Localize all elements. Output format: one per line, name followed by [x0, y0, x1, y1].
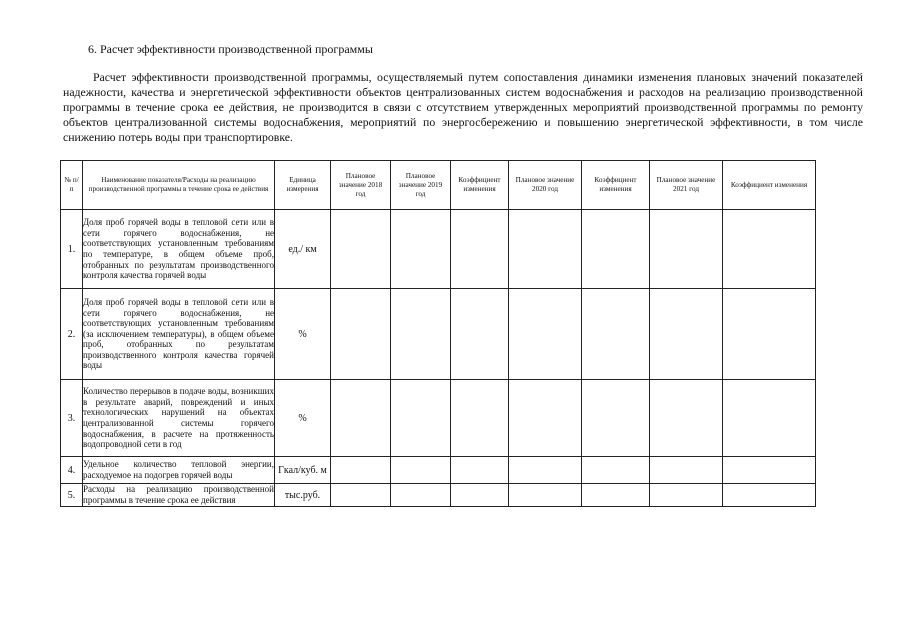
row-num: 2. — [61, 289, 83, 380]
header-coef-1: Коэффициент изменения — [451, 161, 509, 210]
row-num: 4. — [61, 457, 83, 484]
cell-coef-1 — [451, 289, 509, 380]
cell-plan-2021 — [650, 380, 723, 457]
cell-coef-1 — [451, 484, 509, 507]
table-row — [61, 457, 816, 484]
cell-plan-2020 — [509, 210, 582, 289]
cell-plan-2019 — [391, 457, 451, 484]
row-num: 1. — [61, 210, 83, 289]
cell-plan-2021 — [650, 484, 723, 507]
section-heading: 6. Расчет эффективности производственной программы — [88, 42, 373, 56]
row-name: Доля проб горячей воды в тепловой сети или в сети горячего водоснабжения, не соответствующих установленным требованиям (за исключением температуры), в общем объеме проб, отобранных по результатам производственного контроля качества горячей воды — [83, 289, 275, 380]
header-plan-2020: Плановое значение 2020 год — [509, 161, 582, 210]
cell-coef-3 — [723, 484, 816, 507]
header-plan-2019: Плановое значение 2019 год — [391, 161, 451, 210]
row-unit: % — [275, 289, 331, 380]
cell-plan-2021 — [650, 457, 723, 484]
table-header-row — [61, 161, 816, 210]
cell-plan-2019 — [391, 210, 451, 289]
cell-coef-2 — [582, 289, 650, 380]
cell-plan-2018 — [331, 457, 391, 484]
row-unit: % — [275, 380, 331, 457]
header-plan-2018: Плановое значение 2018 год — [331, 161, 391, 210]
header-coef-2: Коэффициент изменения — [582, 161, 650, 210]
cell-coef-3 — [723, 457, 816, 484]
cell-plan-2020 — [509, 289, 582, 380]
cell-plan-2019 — [391, 380, 451, 457]
cell-plan-2018 — [331, 210, 391, 289]
cell-plan-2020 — [509, 457, 582, 484]
efficiency-table — [60, 160, 816, 507]
row-name: Расходы на реализацию производственной программы в течение срока ее действия — [83, 484, 274, 505]
cell-plan-2019 — [391, 289, 451, 380]
cell-coef-2 — [582, 210, 650, 289]
cell-plan-2018 — [331, 484, 391, 507]
header-unit: Единица измерения — [275, 161, 331, 210]
header-coef-3: Коэффициент изменения — [723, 161, 816, 210]
cell-plan-2018 — [331, 289, 391, 380]
table-row — [61, 210, 816, 289]
header-num: № п/п — [61, 161, 83, 210]
cell-coef-1 — [451, 210, 509, 289]
cell-coef-2 — [582, 457, 650, 484]
row-unit: тыс.руб. — [275, 484, 331, 507]
cell-coef-3 — [723, 210, 816, 289]
row-name: Количество перерывов в подаче воды, возникших в результате аварий, повреждений и иных технологических нарушений на объектах централизованной системы горячего водоснабжения, в расчете на протяженность водопроводной сети в год — [83, 380, 275, 457]
cell-plan-2021 — [650, 289, 723, 380]
table-row — [61, 380, 816, 457]
cell-coef-3 — [723, 380, 816, 457]
row-unit: ед./ км — [275, 210, 331, 289]
section-paragraph: Расчет эффективности производственной программы, осуществляемый путем сопоставления динамики изменения плановых значений показателей надежности, качества и энергетической эффективности объектов централизованных систем водоснабжения и расходов на реализацию производственной программы в течение срока ее действия, не производится в связи с отсутствием утвержденных мероприятий производственной программы по ремонту объектов централизованной системы водоснабжения, мероприятий по энергосбережению и повышению энергетической эффективности, в том числе снижению потерь воды при транспортировке. — [63, 70, 863, 144]
cell-plan-2019 — [391, 484, 451, 507]
cell-plan-2020 — [509, 380, 582, 457]
row-unit: Гкал/куб. м — [275, 457, 331, 484]
cell-coef-2 — [582, 484, 650, 507]
cell-coef-3 — [723, 289, 816, 380]
cell-coef-2 — [582, 380, 650, 457]
header-plan-2021: Плановое значение 2021 год — [650, 161, 723, 210]
row-num: 5. — [61, 484, 83, 507]
cell-coef-1 — [451, 457, 509, 484]
table-row — [61, 484, 816, 507]
cell-plan-2021 — [650, 210, 723, 289]
row-name: Доля проб горячей воды в тепловой сети или в сети горячего водоснабжения, не соответствующих установленным требованиям по температуре, в общем объеме проб, отобранных по результатам производственного контроля качества горячей воды — [83, 210, 275, 289]
table-row — [61, 289, 816, 380]
cell-plan-2018 — [331, 380, 391, 457]
header-name: Наименование показателя/Расходы на реализацию производственной программы в течение срока ее действия — [83, 161, 275, 210]
row-num: 3. — [61, 380, 83, 457]
row-name: Удельное количество тепловой энергии, расходуемое на подогрев горячей воды — [83, 457, 275, 484]
cell-plan-2020 — [509, 484, 582, 507]
cell-coef-1 — [451, 380, 509, 457]
